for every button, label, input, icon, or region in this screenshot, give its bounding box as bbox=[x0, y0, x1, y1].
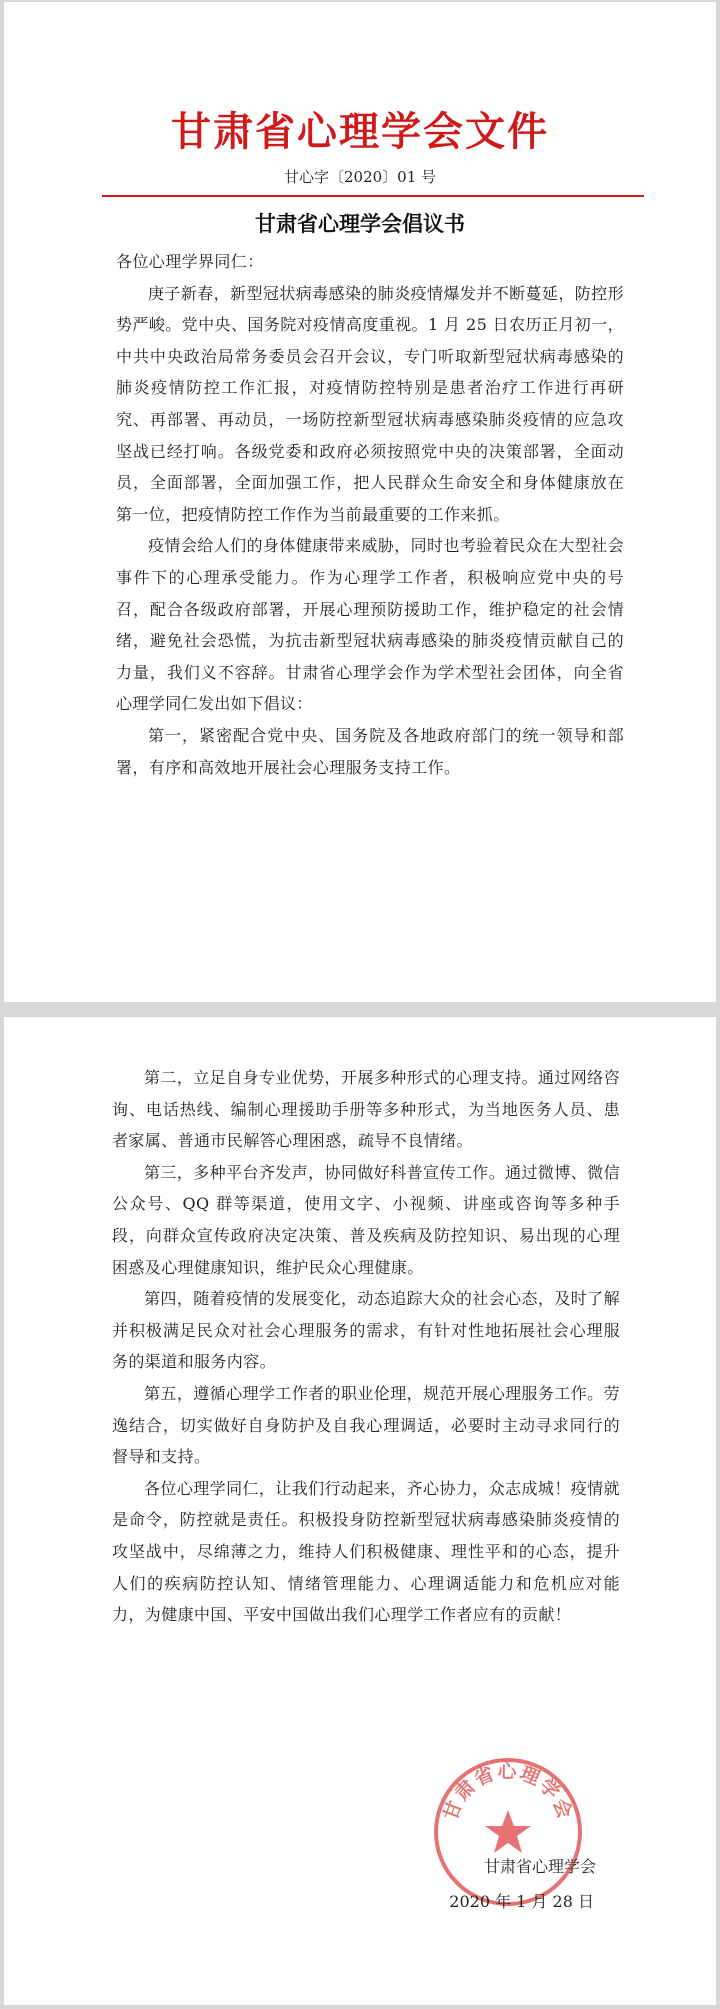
official-seal-stamp bbox=[428, 1752, 588, 1912]
letter-body-part-2 bbox=[112, 1062, 620, 1631]
signature-date: 2020 年 1 月 28 日 bbox=[449, 1892, 594, 1911]
document-number: 甘心字〔2020〕01 号 bbox=[283, 168, 437, 186]
paragraph-proposal-2: 第二，立足自身专业优势，开展多种形式的心理支持。通过网络咨询、电话热线、编制心理援助手册等多种形式，为当地医务人员、患者家属、普通市民解答心理困惑，疏导不良情绪。 bbox=[112, 1068, 620, 1151]
paragraph-responsibility: 疫情会给人们的身体健康带来威胁，同时也考验着民众在大型社会事件下的心理承受能力。作为心理学工作者，积极响应党中央的号召，配合各级政府部署，开展心理预防援助工作，维护稳定的社会情绪，避免社会恐慌，为抗击新型冠状病毒感染的肺炎疫情贡献自己的力量，我们义不容辞。甘肃省心理学会作为学术型社会团体，向全省心理学同仁发出如下倡议： bbox=[116, 536, 624, 714]
document-header-title: 甘肃省心理学会文件 bbox=[171, 109, 549, 155]
paragraph-proposal-5: 第五，遵循心理学工作者的职业伦理，规范开展心理服务工作。劳逸结合，切实做好自身防护及自我心理调适，必要时主动寻求同行的督导和支持。 bbox=[112, 1383, 620, 1467]
letter-greeting: 各位心理学界同仁： bbox=[116, 252, 264, 271]
paragraph-closing: 各位心理学同仁，让我们行动起来，齐心协力，众志成城！疫情就是命令，防控就是责任。积极投身防控新型冠状病毒感染肺炎疫情的攻坚战中，尽绵薄之力，维持人们积极健康、理性平和的心态，提升人们的疾病防控认知、情绪管理能力、心理调适能力和危机应对能力，为健康中国、平安中国做出我们心理学工作者应有的贡献！ bbox=[112, 1478, 620, 1625]
paragraph-proposal-3: 第三，多种平台齐发声，协同做好科普宣传工作。通过微博、微信公众号、QQ 群等渠道，使用文字、小视频、讲座或咨询等多种手段，向群众宣传政府决定决策、普及疾病及防控知识、易出现的心理困惑及心理健康知识，维护民众心理健康。 bbox=[112, 1162, 620, 1277]
header-divider bbox=[102, 195, 644, 197]
proposal-title: 甘肃省心理学会倡议书 bbox=[255, 211, 465, 236]
signature-organization: 甘肃省心理学会 bbox=[483, 1857, 596, 1876]
paragraph-proposal-1: 第一，紧密配合党中央、国务院及各地政府部门的统一领导和部署，有序和高效地开展社会心理服务支持工作。 bbox=[116, 725, 624, 777]
letter-body-part-1 bbox=[116, 246, 624, 783]
seal-text: 甘肃省心理学会 bbox=[439, 1760, 577, 1824]
document-page-1 bbox=[4, 2, 716, 1002]
paragraph-background: 庚子新春，新型冠状病毒感染的肺炎疫情爆发并不断蔓延，防控形势严峻。党中央、国务院对疫情高度重视。1 月 25 日农历正月初一，中共中央政治局常务委员会召开会议，专门听取新型冠状病毒感染的肺炎疫情防控工作汇报，对疫情防控特别是患者治疗工作进行再研究、再部署、再动员，一场防控新型冠状病毒感染肺炎疫情的应急攻坚战已经打响。各级党委和政府必须按照党中央的决策部署，全面动员，全面部署，全面加强工作，把人民群众生命安全和身体健康放在第一位，把疫情防控工作作为当前最重要的工作来抓。 bbox=[116, 283, 624, 524]
paragraph-proposal-4: 第四，随着疫情的发展变化，动态追踪大众的社会心态，及时了解并积极满足民众对社会心理服务的需求，有针对性地拓展社会心理服务的渠道和服务内容。 bbox=[112, 1289, 620, 1372]
